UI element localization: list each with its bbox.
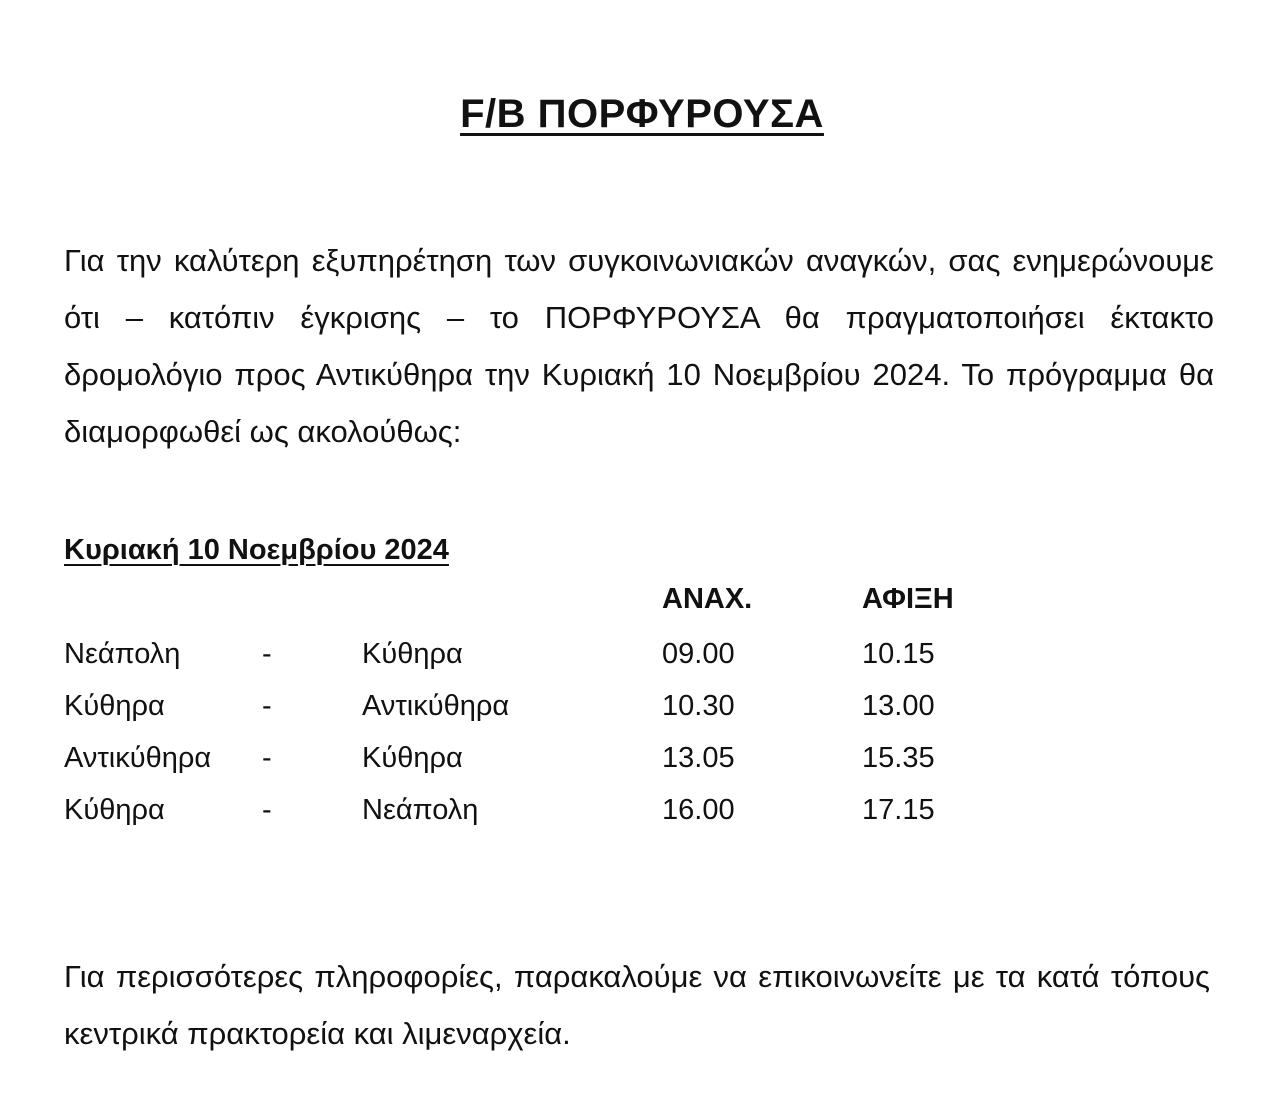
document-title (0, 92, 1284, 137)
arrival-column-header: ΑΦΙΞΗ (862, 583, 954, 615)
route-separator: - (262, 690, 272, 722)
schedule-row (64, 628, 1214, 680)
arrival-time: 13.00 (862, 690, 935, 722)
route-separator: - (262, 638, 272, 670)
departure-time: 13.05 (662, 742, 735, 774)
departure-time: 09.00 (662, 638, 735, 670)
schedule-header-row (64, 570, 1214, 628)
route-origin: Κύθηρα (64, 794, 165, 826)
closing-paragraph: Για περισσότερες πληροφορίες, παρακαλούμε να επικοινωνείτε με τα κατά τόπους κεντρικά πρακτορεία και λιμεναρχεία. (64, 959, 1210, 1051)
document-title-text: F/B ΠΟΡΦΥΡΟΥΣΑ (460, 92, 824, 136)
departure-time: 10.30 (662, 690, 735, 722)
route-origin: Κύθηρα (64, 690, 165, 722)
schedule-row (64, 680, 1214, 732)
departure-column-header: ΑΝΑΧ. (662, 583, 753, 615)
schedule-row (64, 784, 1214, 836)
route-origin: Αντικύθηρα (64, 742, 212, 774)
route-separator: - (262, 794, 272, 826)
route-separator: - (262, 742, 272, 774)
route-destination: Κύθηρα (362, 742, 463, 774)
departure-time: 16.00 (662, 794, 735, 826)
schedule-row (64, 732, 1214, 784)
arrival-time: 17.15 (862, 794, 935, 826)
route-destination: Νεάπολη (362, 794, 479, 826)
arrival-time: 15.35 (862, 742, 935, 774)
schedule-date-heading: Κυριακή 10 Νοεμβρίου 2024 (64, 534, 449, 566)
intro-paragraph: Για την καλύτερη εξυπηρέτηση των συγκοινωνιακών αναγκών, σας ενημερώνουμε ότι – κατόπιν έγκρισης – το ΠΟΡΦΥΡΟΥΣΑ θα πραγματοποιήσει έκτακτο δρομολόγιο προς Αντικύθηρα την Κυριακή 10 Νοεμβρίου 2024. Το πρόγραμμα θα διαμορφωθεί ως ακολούθως: (64, 243, 1214, 449)
route-origin: Νεάπολη (64, 638, 181, 670)
arrival-time: 10.15 (862, 638, 935, 670)
route-destination: Κύθηρα (362, 638, 463, 670)
schedule-section (64, 530, 1214, 836)
route-destination: Αντικύθηρα (362, 690, 510, 722)
